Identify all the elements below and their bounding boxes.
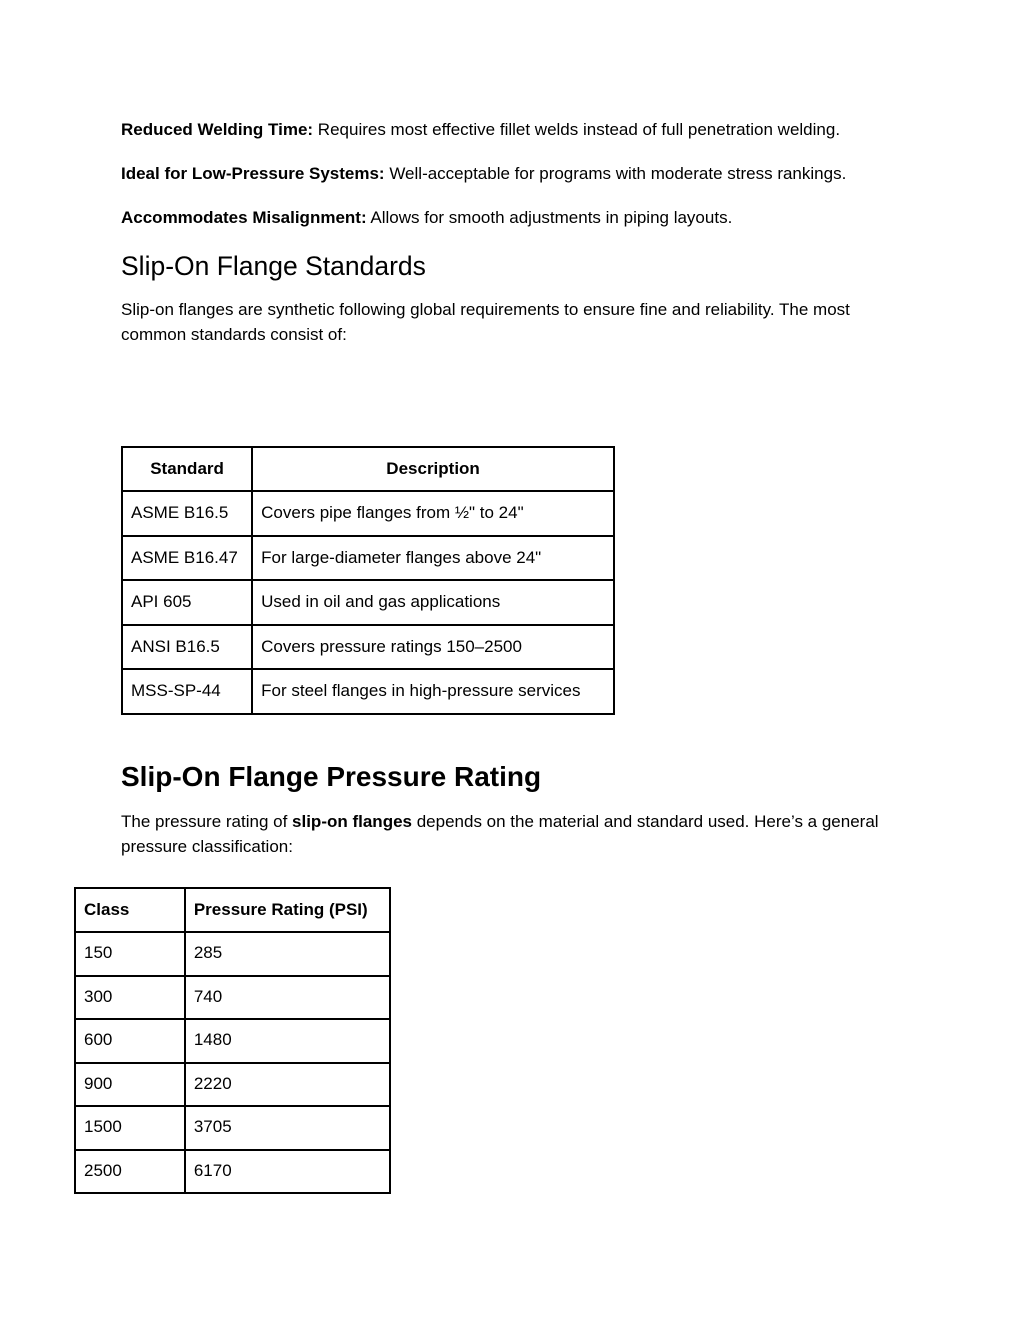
pressure-rating-table <box>74 887 391 1194</box>
table-row <box>122 536 614 581</box>
pressure-intro-bold: slip-on flanges <box>292 812 412 831</box>
table-row <box>122 669 614 714</box>
column-header-standard: Standard <box>122 447 252 491</box>
benefit-accommodates-misalignment <box>121 206 911 231</box>
benefit-low-pressure-systems <box>121 162 911 187</box>
description-cell: Used in oil and gas applications <box>252 580 614 625</box>
table-row <box>122 580 614 625</box>
column-header-class: Class <box>75 888 185 932</box>
column-header-description: Description <box>252 447 614 491</box>
standards-table <box>121 446 615 715</box>
table-row <box>75 1063 390 1107</box>
benefit-title: Reduced Welding Time: <box>121 120 314 139</box>
pressure-cell: 1480 <box>185 1019 390 1063</box>
standards-intro: Slip-on flanges are synthetic following global requirements to ensure fine and reliability. The most common standards consist of: <box>121 300 850 344</box>
table-header-row <box>122 447 614 491</box>
pressure-cell: 2220 <box>185 1063 390 1107</box>
benefit-text: Well-acceptable for programs with moderate stress rankings. <box>384 164 847 183</box>
table-row <box>75 1150 390 1194</box>
document-body <box>121 118 911 367</box>
pressure-intro-before: The pressure rating of <box>121 812 293 831</box>
table-row <box>75 1019 390 1063</box>
class-cell: 2500 <box>75 1150 185 1194</box>
standard-cell: ASME B16.5 <box>122 491 252 536</box>
standard-cell: ASME B16.47 <box>122 536 252 581</box>
description-cell: Covers pressure ratings 150–2500 <box>252 625 614 670</box>
benefit-text: Allows for smooth adjustments in piping layouts. <box>366 208 733 227</box>
column-header-pressure-rating: Pressure Rating (PSI) <box>185 888 390 932</box>
standard-cell: API 605 <box>122 580 252 625</box>
class-cell: 300 <box>75 976 185 1020</box>
description-cell: For large-diameter flanges above 24" <box>252 536 614 581</box>
class-cell: 600 <box>75 1019 185 1063</box>
table-row <box>75 976 390 1020</box>
pressure-intro <box>121 810 911 859</box>
description-cell: For steel flanges in high-pressure services <box>252 669 614 714</box>
table-row <box>75 932 390 976</box>
pressure-section <box>121 760 911 879</box>
benefit-text: Requires most effective fillet welds instead of full penetration welding. <box>313 120 841 139</box>
standard-cell: MSS-SP-44 <box>122 669 252 714</box>
pressure-cell: 740 <box>185 976 390 1020</box>
class-cell: 150 <box>75 932 185 976</box>
benefit-title: Ideal for Low-Pressure Systems: <box>121 164 385 183</box>
standards-heading: Slip-On Flange Standards <box>121 251 426 281</box>
table-row <box>122 491 614 536</box>
class-cell: 1500 <box>75 1106 185 1150</box>
pressure-cell: 6170 <box>185 1150 390 1194</box>
description-cell: Covers pipe flanges from ½" to 24" <box>252 491 614 536</box>
class-cell: 900 <box>75 1063 185 1107</box>
pressure-cell: 3705 <box>185 1106 390 1150</box>
table-header-row <box>75 888 390 932</box>
table-row <box>75 1106 390 1150</box>
benefit-reduced-welding-time <box>121 118 911 143</box>
standard-cell: ANSI B16.5 <box>122 625 252 670</box>
pressure-cell: 285 <box>185 932 390 976</box>
table-row <box>122 625 614 670</box>
benefit-title: Accommodates Misalignment: <box>121 208 367 227</box>
pressure-intro-after: depends on the material and standard used. Here’s a general pressure classification: <box>121 812 879 856</box>
pressure-heading: Slip-On Flange Pressure Rating <box>121 761 542 792</box>
